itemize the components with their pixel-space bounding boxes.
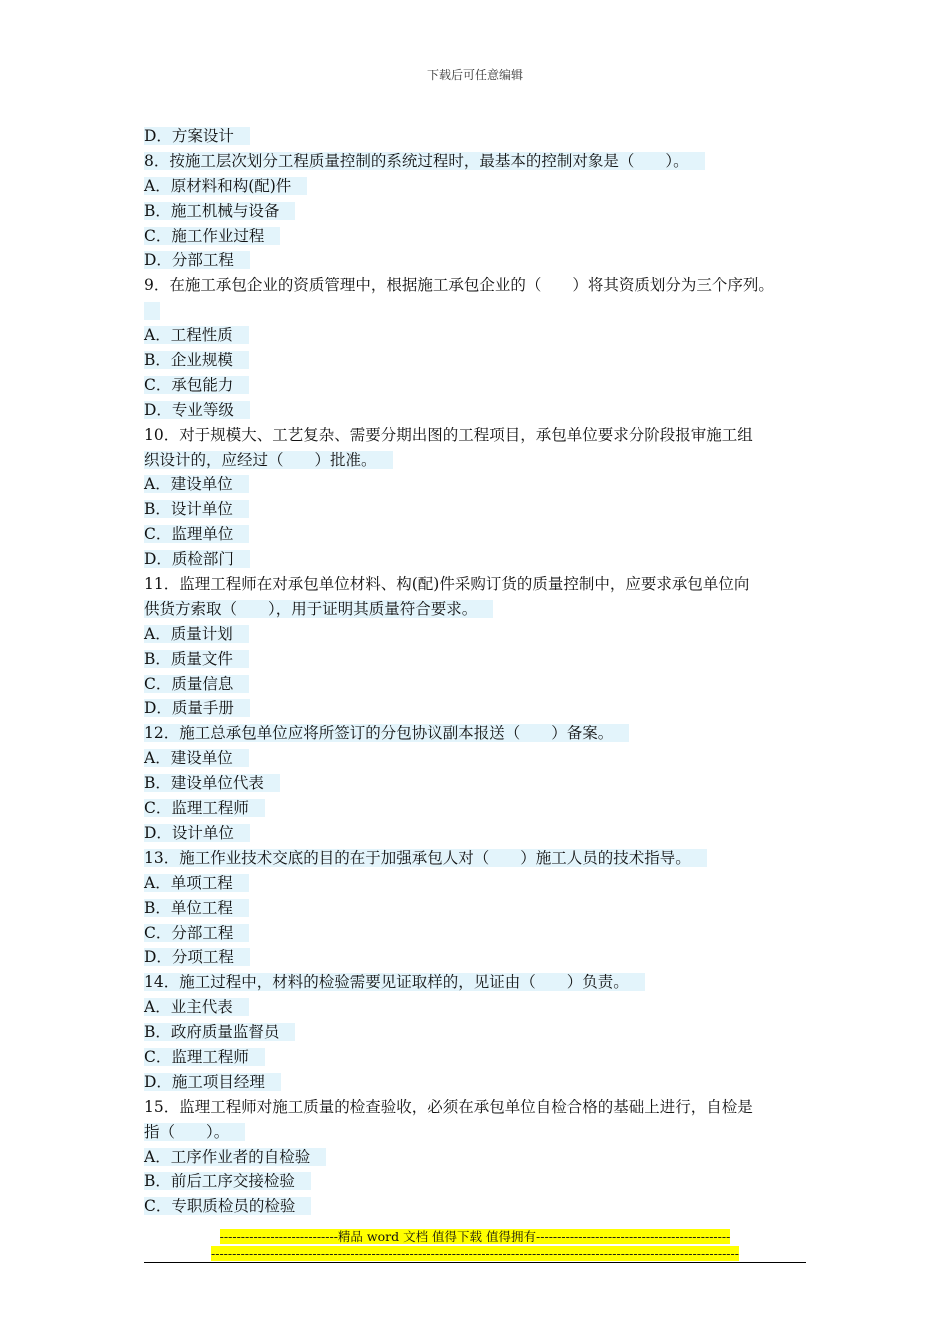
option-line: C．质量信息 [144, 675, 249, 693]
question-line: 15．监理工程师对施工质量的检查验收，必须在承包单位自检合格的基础上进行，自检是 [144, 1097, 753, 1116]
question-line: 11．监理工程师在对承包单位材料、构(配)件采购订货的质量控制中，应要求承包单位向 [144, 575, 750, 594]
option-line: A．工程性质 [144, 326, 249, 344]
footer-dashes: ----------------------------------------------------------------------------------------------------------------------------- [211, 1246, 739, 1261]
option-line: D．质检部门 [144, 550, 250, 568]
option-line: D．设计单位 [144, 824, 250, 842]
question-line: 9．在施工承包企业的资质管理中，根据施工承包企业的（ ）将其资质划分为三个序列。 [144, 276, 774, 295]
option-line: C．专职质检员的检验 [144, 1197, 311, 1215]
page-header-text: 下载后可任意编辑 [426, 68, 523, 82]
option-line: A．建设单位 [144, 475, 249, 493]
option-line: C．承包能力 [144, 376, 249, 394]
option-line: A．工序作业者的自检验 [144, 1148, 326, 1166]
empty-paragraph-mark [144, 302, 160, 320]
document-body [144, 124, 816, 1219]
question-line: 12．施工总承包单位应将所签订的分包协议副本报送（ ）备案。 [144, 724, 629, 742]
option-line: C．监理工程师 [144, 1048, 265, 1066]
question-line: 13．施工作业技术交底的目的在于加强承包人对（ ）施工人员的技术指导。 [144, 849, 707, 867]
option-line: B．设计单位 [144, 500, 249, 518]
option-line: C．监理工程师 [144, 799, 265, 817]
page-footer [0, 1228, 950, 1262]
option-line: B．建设单位代表 [144, 774, 280, 792]
option-line: B．单位工程 [144, 899, 249, 917]
question-line: 8．按施工层次划分工程质量控制的系统过程时，最基本的控制对象是（ ）。 [144, 152, 705, 170]
page-header [0, 66, 950, 83]
option-line: A．质量计划 [144, 625, 249, 643]
option-line: A．原材料和构(配)件 [144, 177, 307, 195]
option-line: A．建设单位 [144, 749, 249, 767]
option-line: B．施工机械与设备 [144, 202, 295, 220]
option-line: B．前后工序交接检验 [144, 1172, 311, 1190]
option-line: B．企业规模 [144, 351, 249, 369]
option-line: C．监理单位 [144, 525, 249, 543]
option-line: D．分部工程 [144, 251, 250, 269]
option-line: D．质量手册 [144, 699, 250, 717]
question-line-cont: 指（ ）。 [144, 1123, 245, 1141]
question-line-cont: 供货方索取（ ），用于证明其质量符合要求。 [144, 600, 493, 618]
footer-rule [144, 1262, 806, 1263]
option-line: A．单项工程 [144, 874, 249, 892]
option-line: D．施工项目经理 [144, 1073, 281, 1091]
option-line: C．分部工程 [144, 924, 249, 942]
option-line: D．分项工程 [144, 948, 250, 966]
question-line: 10．对于规模大、工艺复杂、需要分期出图的工程项目，承包单位要求分阶段报审施工组 [144, 425, 753, 444]
option-line: D．专业等级 [144, 401, 250, 419]
option-line: D．方案设计 [144, 127, 250, 145]
question-line: 14．施工过程中，材料的检验需要见证取样的，见证由（ ）负责。 [144, 973, 645, 991]
option-line: B．政府质量监督员 [144, 1023, 295, 1041]
question-line-cont: 织设计的，应经过（ ）批准。 [144, 451, 393, 469]
option-line: C．施工作业过程 [144, 227, 280, 245]
footer-banner: ----------------------------精品 word 文档 值得下载 值得拥有---------------------------------------------- [219, 1229, 731, 1244]
option-line: B．质量文件 [144, 650, 249, 668]
option-line: A．业主代表 [144, 998, 249, 1016]
